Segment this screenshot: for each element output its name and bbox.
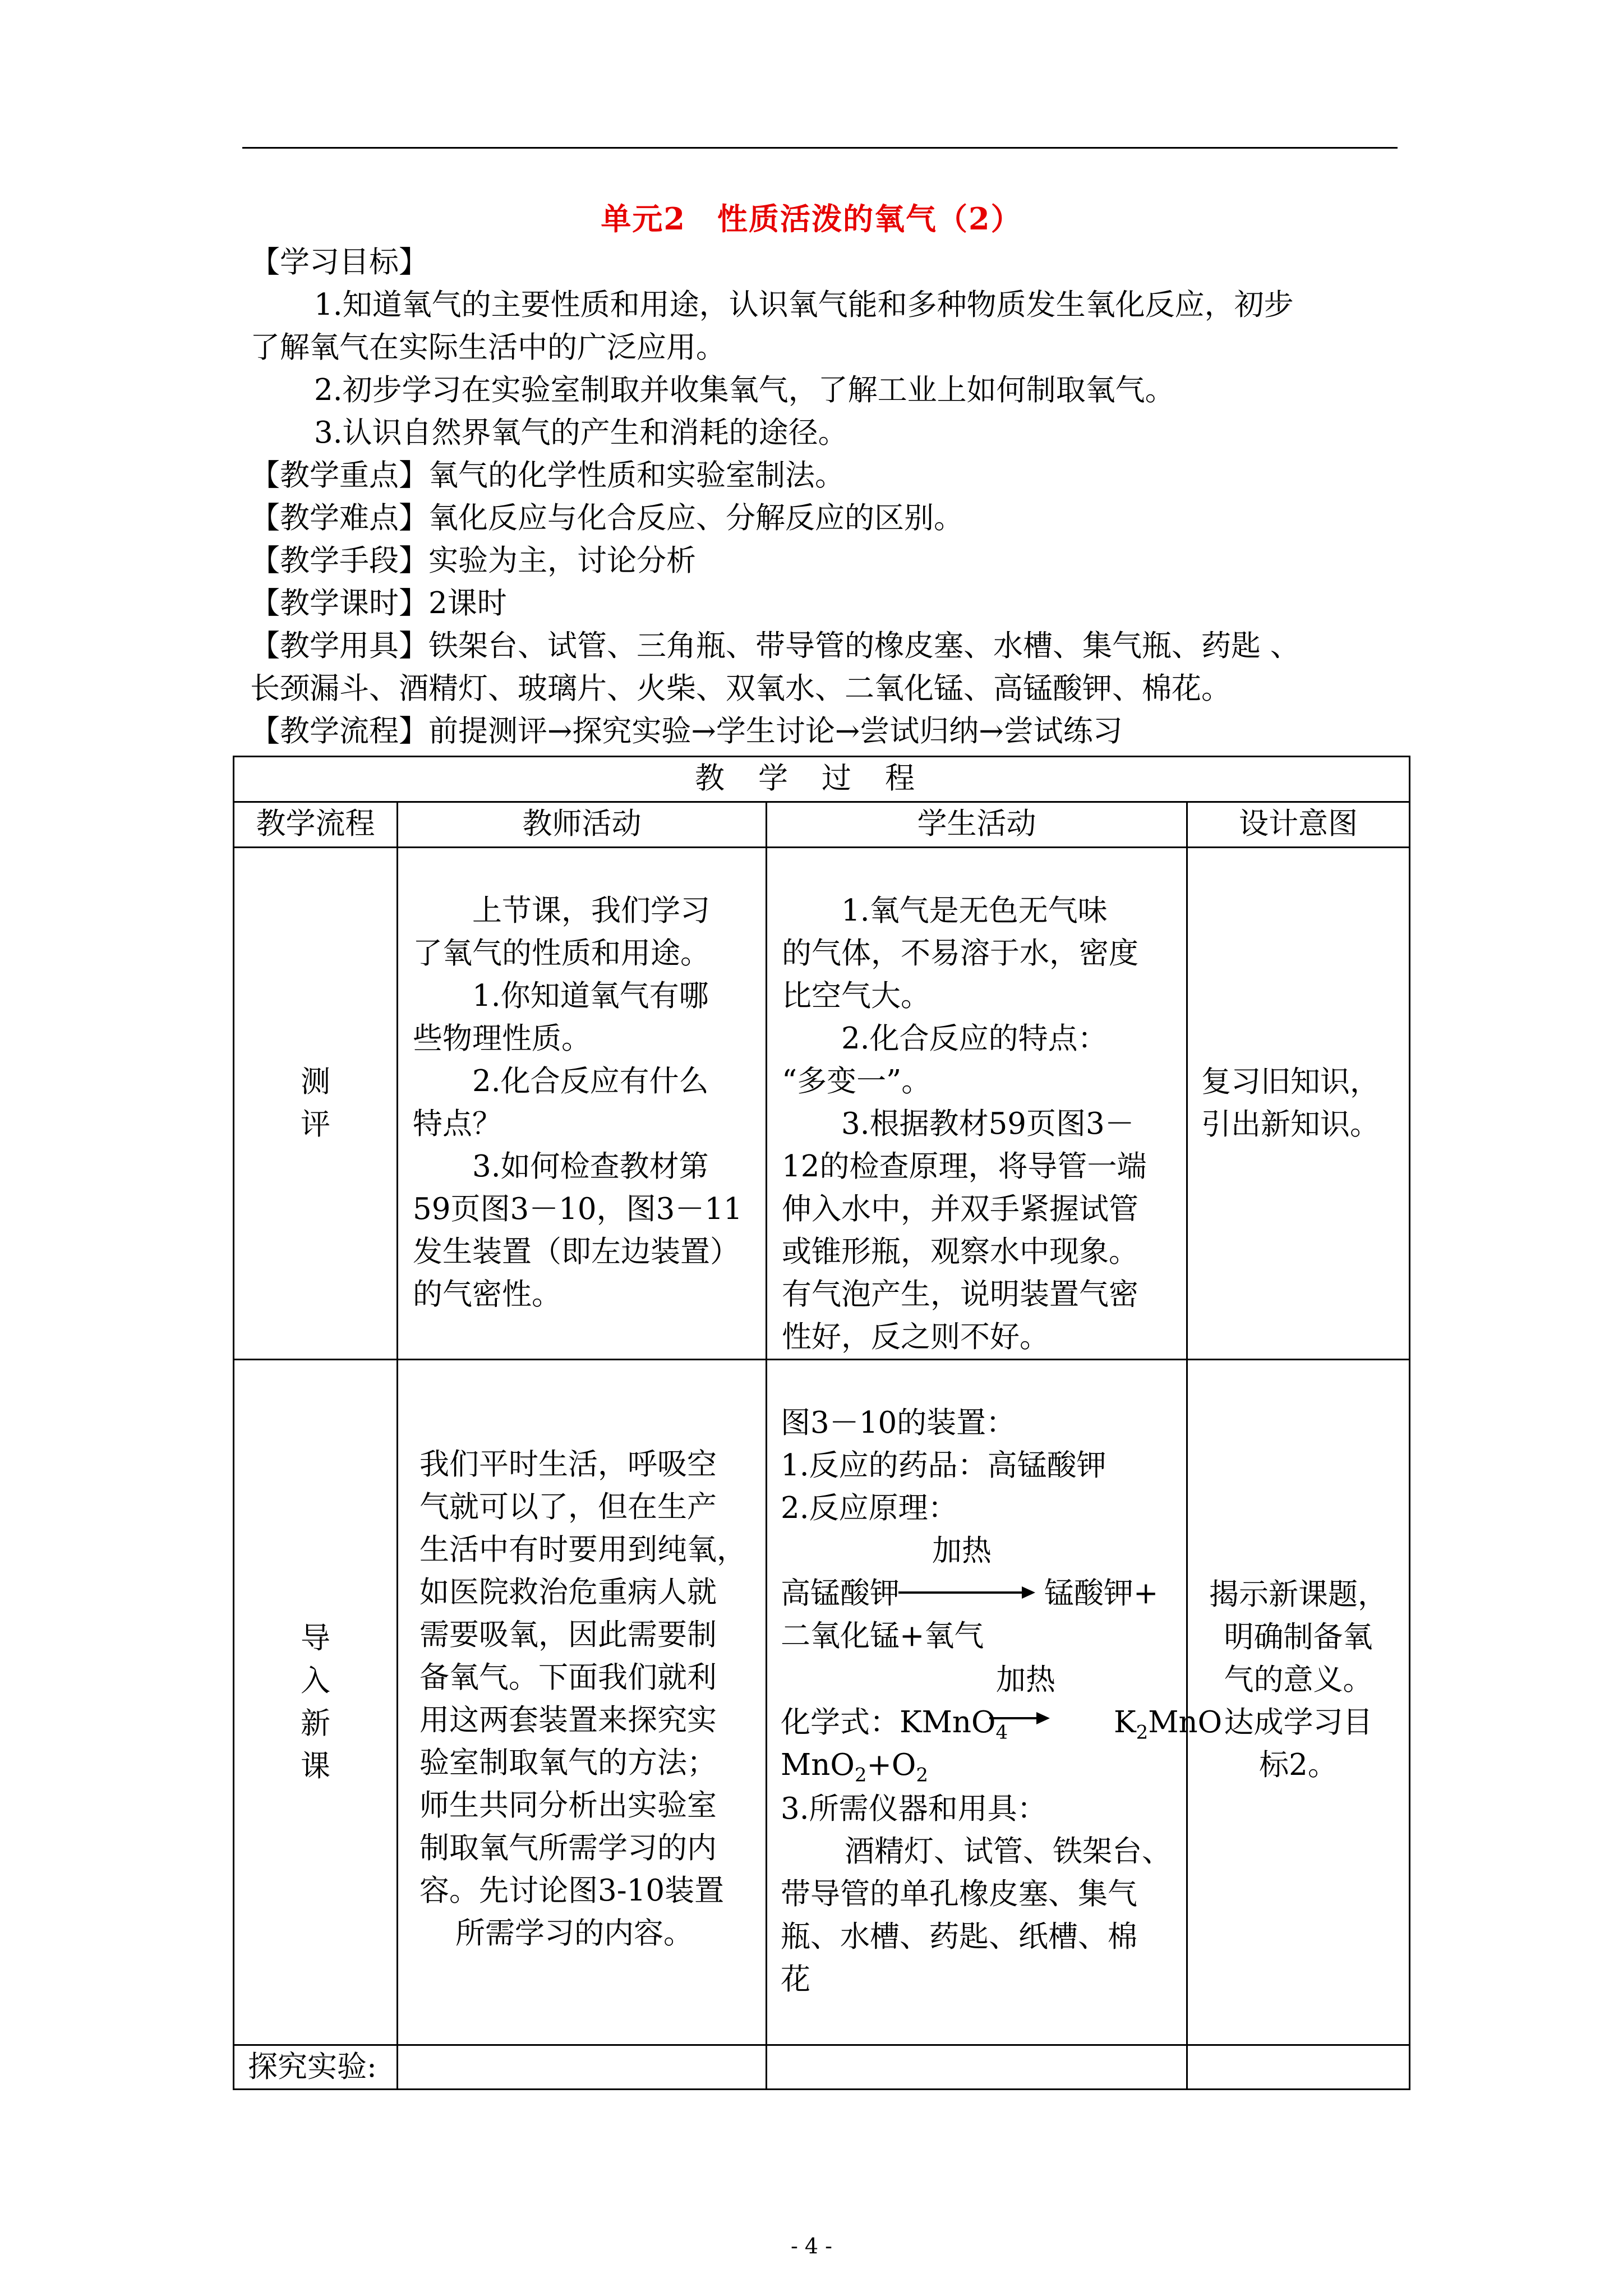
objective-3: 3.认识自然界氧气的产生和消耗的途径。 — [314, 416, 848, 450]
header-teacher: 教师活动 — [398, 802, 767, 848]
student-activity-experiment — [767, 2045, 1187, 2090]
table-title: 教学过程 — [234, 757, 1410, 802]
table-row-assessment — [234, 848, 1410, 1360]
teaching-means: 【教学手段】实验为主，讨论分析 — [250, 544, 696, 578]
header-intent: 设计意图 — [1187, 802, 1410, 848]
teaching-tools-line-2: 长颈漏斗、酒精灯、玻璃片、火柴、双氧水、二氧化锰、高锰酸钾、棉花。 — [250, 671, 1231, 706]
teacher-activity-experiment — [398, 2045, 767, 2090]
teaching-focus: 【教学重点】氧气的化学性质和实验室制法。 — [250, 458, 845, 493]
header-student: 学生活动 — [767, 802, 1187, 848]
objective-2: 2.初步学习在实验室制取并收集氧气，了解工业上如何制取氧气。 — [314, 373, 1175, 407]
header-stage: 教学流程 — [234, 802, 398, 848]
word-equation: 加热 高锰酸钾 锰酸钾+ 二氧化锰+氧气 — [781, 1534, 1159, 1653]
teaching-tools-line-1: 【教学用具】铁架台、试管、三角瓶、带导管的橡皮塞、水槽、集气瓶、药匙 、 — [250, 629, 1300, 663]
design-intent-assessment: 复习旧知识， 引出新知识。 — [1187, 848, 1410, 1360]
objectives-heading: 【学习目标】 — [250, 245, 428, 279]
chemical-equation: 加热 化学式：KMnO$_4$ $K_2MnO$ $MnO_2+O_2$ — [781, 1663, 1223, 1787]
page-title: 单元2 性质活泼的氧气（2） — [601, 201, 1022, 237]
stage-introduction: 导 入 新 课 — [234, 1360, 398, 2045]
table-row-introduction — [234, 1360, 1410, 2045]
student-activity-introduction: 图3－10的装置： 1.反应的药品：高锰酸钾 2.反应原理： 加热 高锰酸钾 锰酸钾+ 二氧化锰+氧气 加热 化学式：KMnO$_4$ $K_2MnO$ $MnO_2+O_2$ 3.所需仪器和用具： 酒精灯、试管、铁架台、 带导管的单孔橡皮塞、集气 瓶、水槽、药匙、纸槽、棉 花 — [767, 1360, 1187, 2045]
design-intent-introduction: 揭示新课题， 明确制备氧 气的意义。 达成学习目 标2。 — [1187, 1360, 1410, 2045]
stage-experiment: 探究实验: — [234, 2045, 398, 2090]
table-row-experiment — [234, 2045, 1410, 2090]
teaching-hours: 【教学课时】2课时 — [250, 586, 507, 620]
stage-assessment: 测 评 — [234, 848, 398, 1360]
objective-1-line-1: 1.知道氧气的主要性质和用途，认识氧气能和多种物质发生氧化反应，初步 — [314, 288, 1294, 322]
student-activity-assessment: 1.氧气是无色无气味 的气体，不易溶于水，密度 比空气大。 2.化合反应的特点： “多变一”。 3.根据教材59页图3－ 12的检查原理，将导管一端 伸入水中，并双手紧握试管 或锥形瓶，观察水中现象。 有气泡产生，说明装置气密 性好，反之则不好。 — [767, 848, 1187, 1360]
teaching-process-table — [233, 756, 1410, 2090]
teaching-flow: 【教学流程】前提测评→探究实验→学生讨论→尝试归纳→尝试练习 — [250, 714, 1123, 748]
teaching-difficulty: 【教学难点】氧化反应与化合反应、分解反应的区别。 — [250, 501, 963, 535]
objective-1-line-2: 了解氧气在实际生活中的广泛应用。 — [250, 330, 726, 365]
reaction-arrow-icon-2 — [989, 1717, 1048, 1719]
page-number: - 4 - — [790, 2234, 832, 2258]
teacher-activity-assessment: 上节课，我们学习 了氧气的性质和用途。 1.你知道氧气有哪 些物理性质。 2.化合反应有什么 特点？ 3.如何检查教材第 59页图3－10，图3－11 发生装置（即左边装置） 的气密性。 — [398, 848, 767, 1360]
design-intent-experiment — [1187, 2045, 1410, 2090]
reaction-arrow-icon — [898, 1591, 1033, 1594]
top-rule — [242, 147, 1398, 149]
teacher-activity-introduction: 我们平时生活，呼吸空 气就可以了，但在生产 生活中有时要用到纯氧， 如医院救治危重病人就 需要吸氧，因此需要制 备氧气。下面我们就利 用这两套装置来探究实 验室制取氧气的方法； 师生共同分析出实验室 制取氧气所需学习的内 容。先讨论图3-10装置 所需学习的内容。 — [398, 1360, 767, 2045]
